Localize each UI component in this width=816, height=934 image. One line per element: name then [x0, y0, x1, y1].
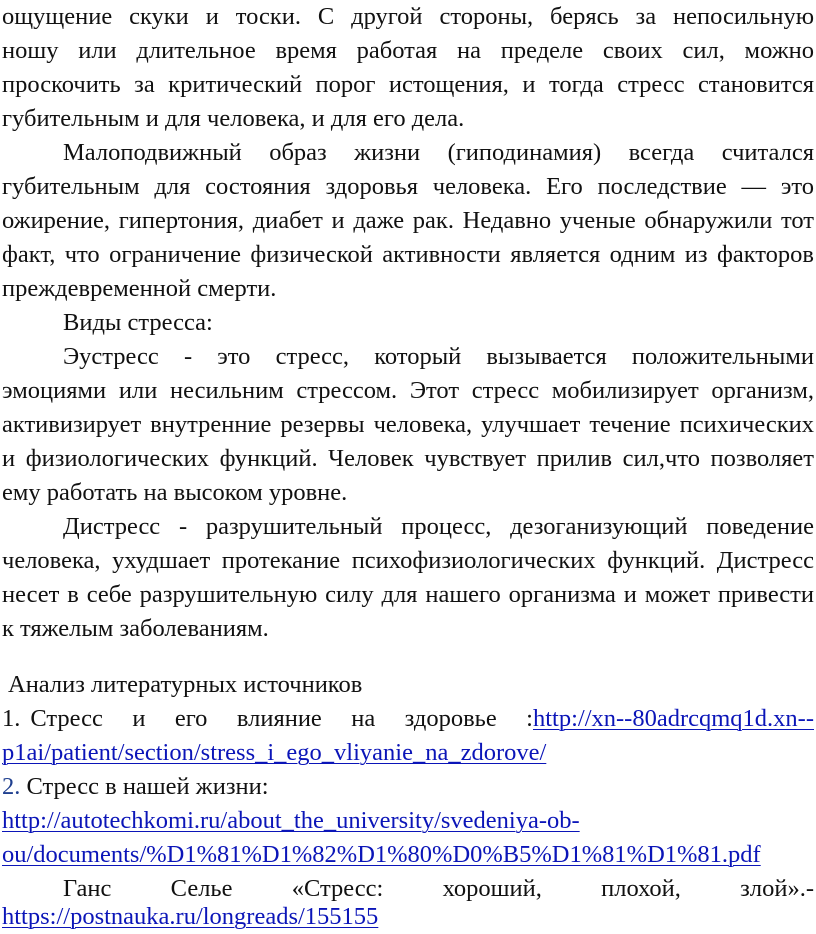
paragraph-line: Эустресс - это стресс, который вызывается положительными	[63, 343, 814, 370]
source-item-3-link-line	[2, 900, 814, 934]
paragraph-line: к тяжелым заболеваниям.	[2, 615, 269, 642]
source-number: 2.	[2, 773, 21, 800]
paragraph-line: Дистресс - разрушительный процесс, дезоганизующий поведение	[63, 513, 814, 540]
source-link[interactable]: ou/documents/%D1%81%D1%82%D1%80%D0%B5%D1%81%D1%81.pdf	[2, 841, 761, 868]
paragraph-line: преждевременной смерти.	[2, 275, 277, 302]
paragraph-line: губительным для состояния здоровья человека. Его последствие — это	[2, 173, 814, 200]
source-item-2-link-line	[2, 804, 814, 838]
source-title: Стресс в нашей жизни:	[26, 773, 269, 800]
source-link[interactable]: http://xn--80adrcqmq1d.xn--	[532, 705, 814, 732]
paragraph-line: ему работать на высоком уровне.	[2, 479, 348, 506]
section-heading-stress-types: Виды стресса:	[63, 309, 213, 336]
section-heading-sources: Анализ литературных источников	[8, 671, 363, 698]
paragraph-line: активизирует внутренние резервы человека, улучшает течение психических	[2, 411, 814, 438]
paragraph-line: ощущение скуки и тоски. С другой стороны, берясь за непосильную	[2, 3, 814, 30]
paragraph-line: проскочить за критический порог истощения, и тогда стресс становится	[2, 71, 814, 98]
paragraph-line: ношу или длительное время работая на пределе своих сил, можно	[2, 37, 814, 64]
source-item-1-continued	[2, 736, 814, 770]
source-item-2	[2, 770, 814, 804]
source-item-2-link-line	[2, 838, 814, 872]
paragraph-line: эмоциями или несильним стрессом. Этот стресс мобилизирует организм,	[2, 377, 814, 404]
paragraph-line: ожирение, гипертония, диабет и даже рак. Недавно ученые обнаружили тот	[2, 207, 814, 234]
source-link[interactable]: p1ai/patient/section/stress_i_ego_vliyanie_na_zdorove/	[2, 739, 547, 766]
paragraph-line: и физиологических функций. Человек чувствует прилив сил,что позволяет	[2, 445, 814, 472]
source-item-3: Ганс Селье «Стресс: хороший, плохой, злой».-	[63, 875, 814, 902]
source-title: Стресс и его влияние на здоровье :	[30, 705, 533, 732]
source-item-1	[2, 702, 814, 736]
paragraph-line: Малоподвижный образ жизни (гиподинамия) всегда считался	[63, 139, 814, 166]
source-number: 1.	[2, 705, 21, 732]
source-link[interactable]: https://postnauka.ru/longreads/155155	[2, 903, 379, 930]
paragraph-line: несет в себе разрушительную силу для нашего организма и может привести	[2, 581, 814, 608]
paragraph-line: губительным и для человека, и для его дела.	[2, 105, 465, 132]
paragraph-line: человека, ухудшает протекание психофизиологических функций. Дистресс	[2, 547, 814, 574]
paragraph-line: факт, что ограничение физической активности является одним из факторов	[2, 241, 814, 268]
source-link[interactable]: http://autotechkomi.ru/about_the_university/svedeniya-ob-	[2, 807, 580, 834]
